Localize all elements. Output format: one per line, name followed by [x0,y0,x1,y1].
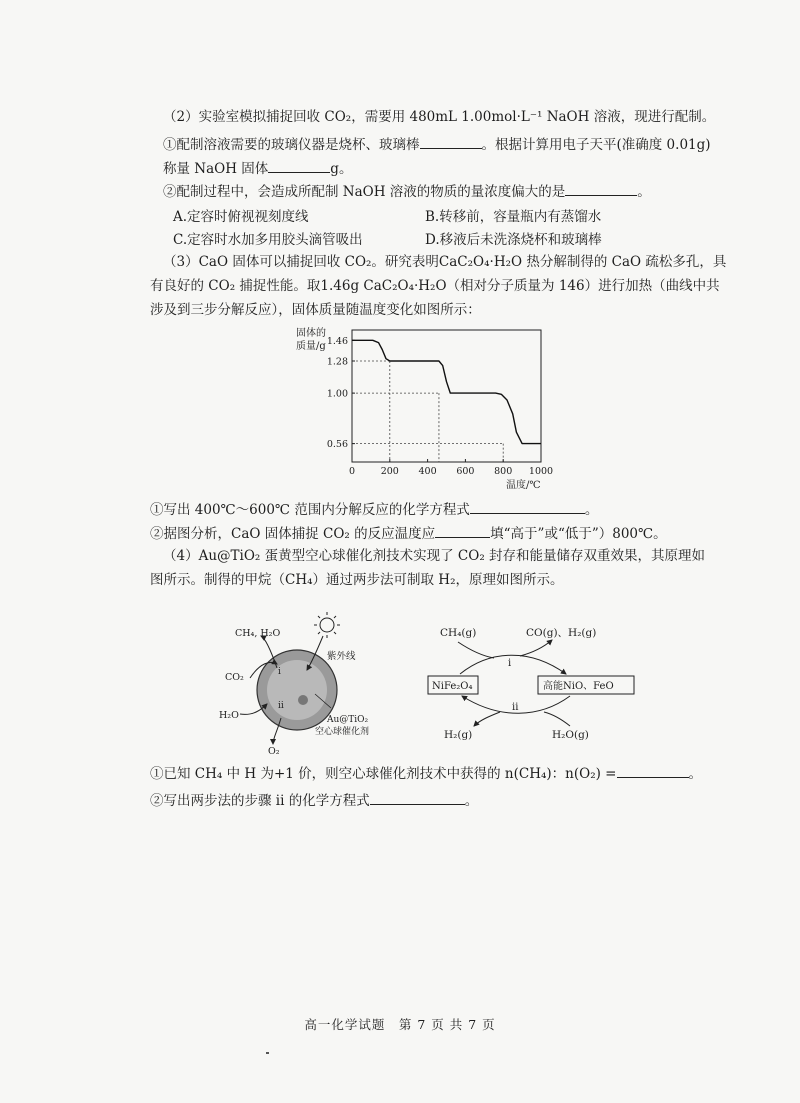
two-step-cycle-diagram [420,620,650,745]
chart-ticks [327,336,553,477]
x-tick-label: 400 [418,466,437,477]
label-catalyst-desc: 空心球催化剂 [315,727,370,737]
q2-intro: （2）实验室模拟捕捉回收 CO₂，需要用 480mL 1.00mol·L⁻¹ NaOH 溶液，现进行配制。 [163,109,716,125]
sphere-core [267,660,327,720]
y-tick-label: 1.46 [326,335,348,347]
q4-line2: 图所示。制得的甲烷（CH₄）通过两步法可制取 H₂，原理如图所示。 [150,572,564,588]
q2-part1-line2 [163,159,352,178]
label-nife2o4: NiFe₂O₄ [432,681,473,692]
q2-part2-text-a: ②配制过程中，会造成所配制 NaOH 溶液的物质的量浓度偏大的是 [163,184,566,200]
q3-line2: 有良好的 CO₂ 捕捉性能。取1.46g CaC₂O₄·H₂O（相对分子质量为 146）进行加热（曲线中共 [150,278,720,294]
q4-sub1-line [150,764,702,783]
answer-blank-glassware[interactable] [420,135,482,149]
q2-part2-text-b: 。 [637,184,651,200]
answer-blank-ratio[interactable] [617,764,689,778]
chart-guides [352,361,503,462]
q4-sub1-text-a: ①已知 CH₄ 中 H 为+1 价，则空心球催化剂技术中获得的 n(CH₄)：n(O₂) = [150,766,617,782]
x-tick-label: 200 [380,466,399,477]
answer-blank-temperature[interactable] [435,524,490,538]
answer-blank-step-ii-equation[interactable] [370,791,465,805]
q4-sub1-text-b: 。 [688,766,702,782]
answer-blank-mass[interactable] [268,159,330,173]
label-h2-gas: H₂(g) [444,729,473,741]
q4-sub2-text-a: ②写出两步法的步骤 ii 的化学方程式 [150,793,370,809]
q2-part2-line [163,182,651,201]
q3-sub1-text-a: ①写出 400℃～600℃ 范围内分解反应的化学方程式 [150,502,470,518]
x-axis-label: 温度/℃ [506,480,541,491]
y-axis-label-line2: 质量/g [296,341,326,352]
q2-part1-text-b: 。根据计算用电子天平(准确度 0.01g) [481,137,711,153]
label-h2o-in: H₂O [219,710,239,721]
option-a: A.定容时俯视视刻度线 [173,209,309,225]
photocatalyst-diagram [215,608,375,758]
option-d: D.移液后未洗涤烧杯和玻璃棒 [425,232,602,248]
chart-frame [352,330,541,462]
label-ch4-h2o: CH₄, H₂O [235,628,281,639]
label-step-ii-cycle: ii [512,702,519,713]
q2-part1-text-a: ①配制溶液需要的玻璃仪器是烧杯、玻璃棒 [163,137,420,153]
label-step-ii: ii [278,701,284,711]
label-step-i: i [278,667,281,677]
label-nio-feo: 高能NiO、FeO [543,681,614,692]
q2-part1-line1 [163,135,711,154]
q4-line1: （4）Au@TiO₂ 蛋黄型空心球催化剂技术实现了 CO₂ 封存和能量储存双重效果，其原理如 [163,548,706,564]
label-catalyst-name: Au@TiO₂ [327,715,369,725]
option-c: C.定容时水加多用胶头滴管吸出 [173,232,363,248]
q3-line3: 涉及到三步分解反应），固体质量随温度变化如图所示： [150,302,481,318]
chart-series [352,340,541,443]
label-h2o-gas: H₂O(g) [552,729,589,741]
au-yolk [298,695,308,705]
label-step-i-cycle: i [508,658,512,669]
label-o2-out: O₂ [268,746,280,757]
option-b: B.转移前，容量瓶内有蒸馏水 [425,209,602,225]
y-tick-label: 0.56 [326,439,348,451]
sun-icon [314,612,340,638]
y-tick-label: 1.00 [326,388,348,400]
label-uv-light: 紫外线 [327,651,356,662]
q3-sub1-text-b: 。 [584,502,599,518]
mass-temperature-chart [288,322,573,494]
q2-part1-text-c: 称量 NaOH 固体 [163,161,269,177]
label-ch4-gas: CH₄(g) [440,627,477,639]
x-tick-label: 800 [494,466,513,477]
label-co-h2-gas: CO(g)、H₂(g) [526,627,597,639]
page-footer: 高一化学试题 第 7 页 共 7 页 [304,1017,496,1032]
x-tick-label: 600 [456,466,475,477]
mass-curve-line [352,340,541,443]
q3-sub1-line [150,500,598,519]
q4-sub2-text-b: 。 [464,793,479,809]
y-tick-label: 1.28 [326,356,348,368]
q3-sub2-text-a: ②据图分析，CaO 固体捕捉 CO₂ 的反应温度应 [150,526,436,542]
q2-part1-text-d: g。 [330,161,353,177]
x-tick-label: 0 [348,466,356,477]
plot-area-frame [352,330,541,462]
y-axis-label-line1: 固体的 [296,328,326,339]
q3-sub2-line [150,524,667,543]
q3-sub2-text-b: 填“高于”或“低于”）800℃。 [490,526,667,542]
q3-line1: （3）CaO 固体可以捕捉回收 CO₂。研究表明CaC₂O₄·H₂O 热分解制得的 CaO 疏松多孔，具 [163,254,727,270]
answer-blank-equation-400-600[interactable] [470,500,585,514]
scan-speck [266,1052,269,1054]
x-tick-label: 1000 [528,466,554,477]
q4-sub2-line [150,791,478,810]
label-co2-in: CO₂ [225,672,244,683]
answer-blank-concentration[interactable] [565,182,637,196]
